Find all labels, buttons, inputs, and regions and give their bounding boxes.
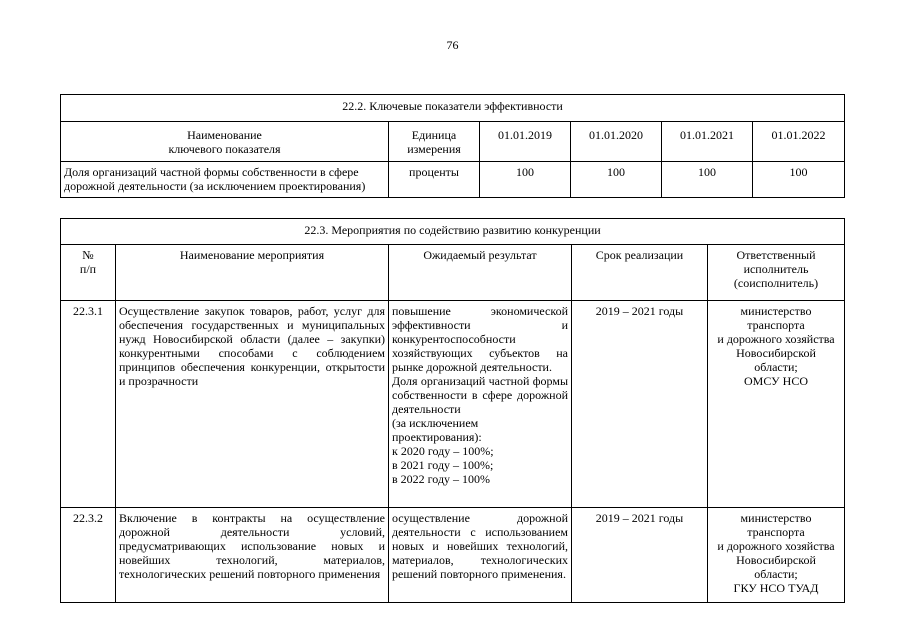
expected-result: повышение экономической эффективности и конкурентоспособности хозяйствующих субъектов на рынке дорожной деятельности. Доля организаций частной формы собственности в сфере дорожной деятельности (за исключением проектирования): к 2020 году – 100%; в 2021 году – 100%; в 2022 году – 100% (389, 301, 572, 508)
table-row (61, 301, 845, 508)
table-row (61, 162, 845, 198)
header-date: 01.01.2020 (571, 122, 662, 162)
table-header-row (61, 122, 845, 162)
header-unit: Единица измерения (389, 122, 480, 162)
competition-measures-table (60, 218, 845, 603)
header-term: Срок реализации (572, 245, 708, 301)
header-date: 01.01.2019 (480, 122, 571, 162)
indicator-value: 100 (662, 162, 753, 198)
table-header-row (61, 245, 845, 301)
table-caption: 22.3. Мероприятия по содействию развитию конкуренции (61, 219, 845, 245)
indicator-unit: проценты (389, 162, 480, 198)
header-indicator-name: Наименование ключевого показателя (61, 122, 389, 162)
responsible: министерство транспорта и дорожного хозяйства Новосибирской области; ГКУ НСО ТУАД (708, 508, 845, 603)
header-number: № п/п (61, 245, 116, 301)
term: 2019 – 2021 годы (572, 301, 708, 508)
row-number: 22.3.2 (61, 508, 116, 603)
header-date: 01.01.2021 (662, 122, 753, 162)
table-caption: 22.2. Ключевые показатели эффективности (61, 95, 845, 122)
page-number: 76 (446, 38, 459, 52)
indicator-value: 100 (753, 162, 845, 198)
header-expected-result: Ожидаемый результат (389, 245, 572, 301)
measure-name: Осуществление закупок товаров, работ, услуг для обеспечения государственных и муниципальных нужд Новосибирской области (далее – закупки) конкурентными способами с соблюдением принципов обеспечения конкуренции, открытости и прозрачности (116, 301, 389, 508)
key-indicators-table (60, 94, 845, 198)
responsible: министерство транспорта и дорожного хозяйства Новосибирской области; ОМСУ НСО (708, 301, 845, 508)
indicator-name: Доля организаций частной формы собственности в сфере дорожной деятельности (за исключением проектирования) (61, 162, 389, 198)
indicator-value: 100 (571, 162, 662, 198)
indicator-value: 100 (480, 162, 571, 198)
measure-name: Включение в контракты на осуществление дорожной деятельности условий, предусматривающих использование новых и новейших технологий, материалов, технологических решений повторного применения (116, 508, 389, 603)
header-measure-name: Наименование мероприятия (116, 245, 389, 301)
expected-result: осуществление дорожной деятельности с использованием новых и новейших технологий, материалов, технологических решений повторного применения. (389, 508, 572, 603)
table-row (61, 508, 845, 603)
header-responsible: Ответственный исполнитель (соисполнитель) (708, 245, 845, 301)
header-date: 01.01.2022 (753, 122, 845, 162)
term: 2019 – 2021 годы (572, 508, 708, 603)
row-number: 22.3.1 (61, 301, 116, 508)
